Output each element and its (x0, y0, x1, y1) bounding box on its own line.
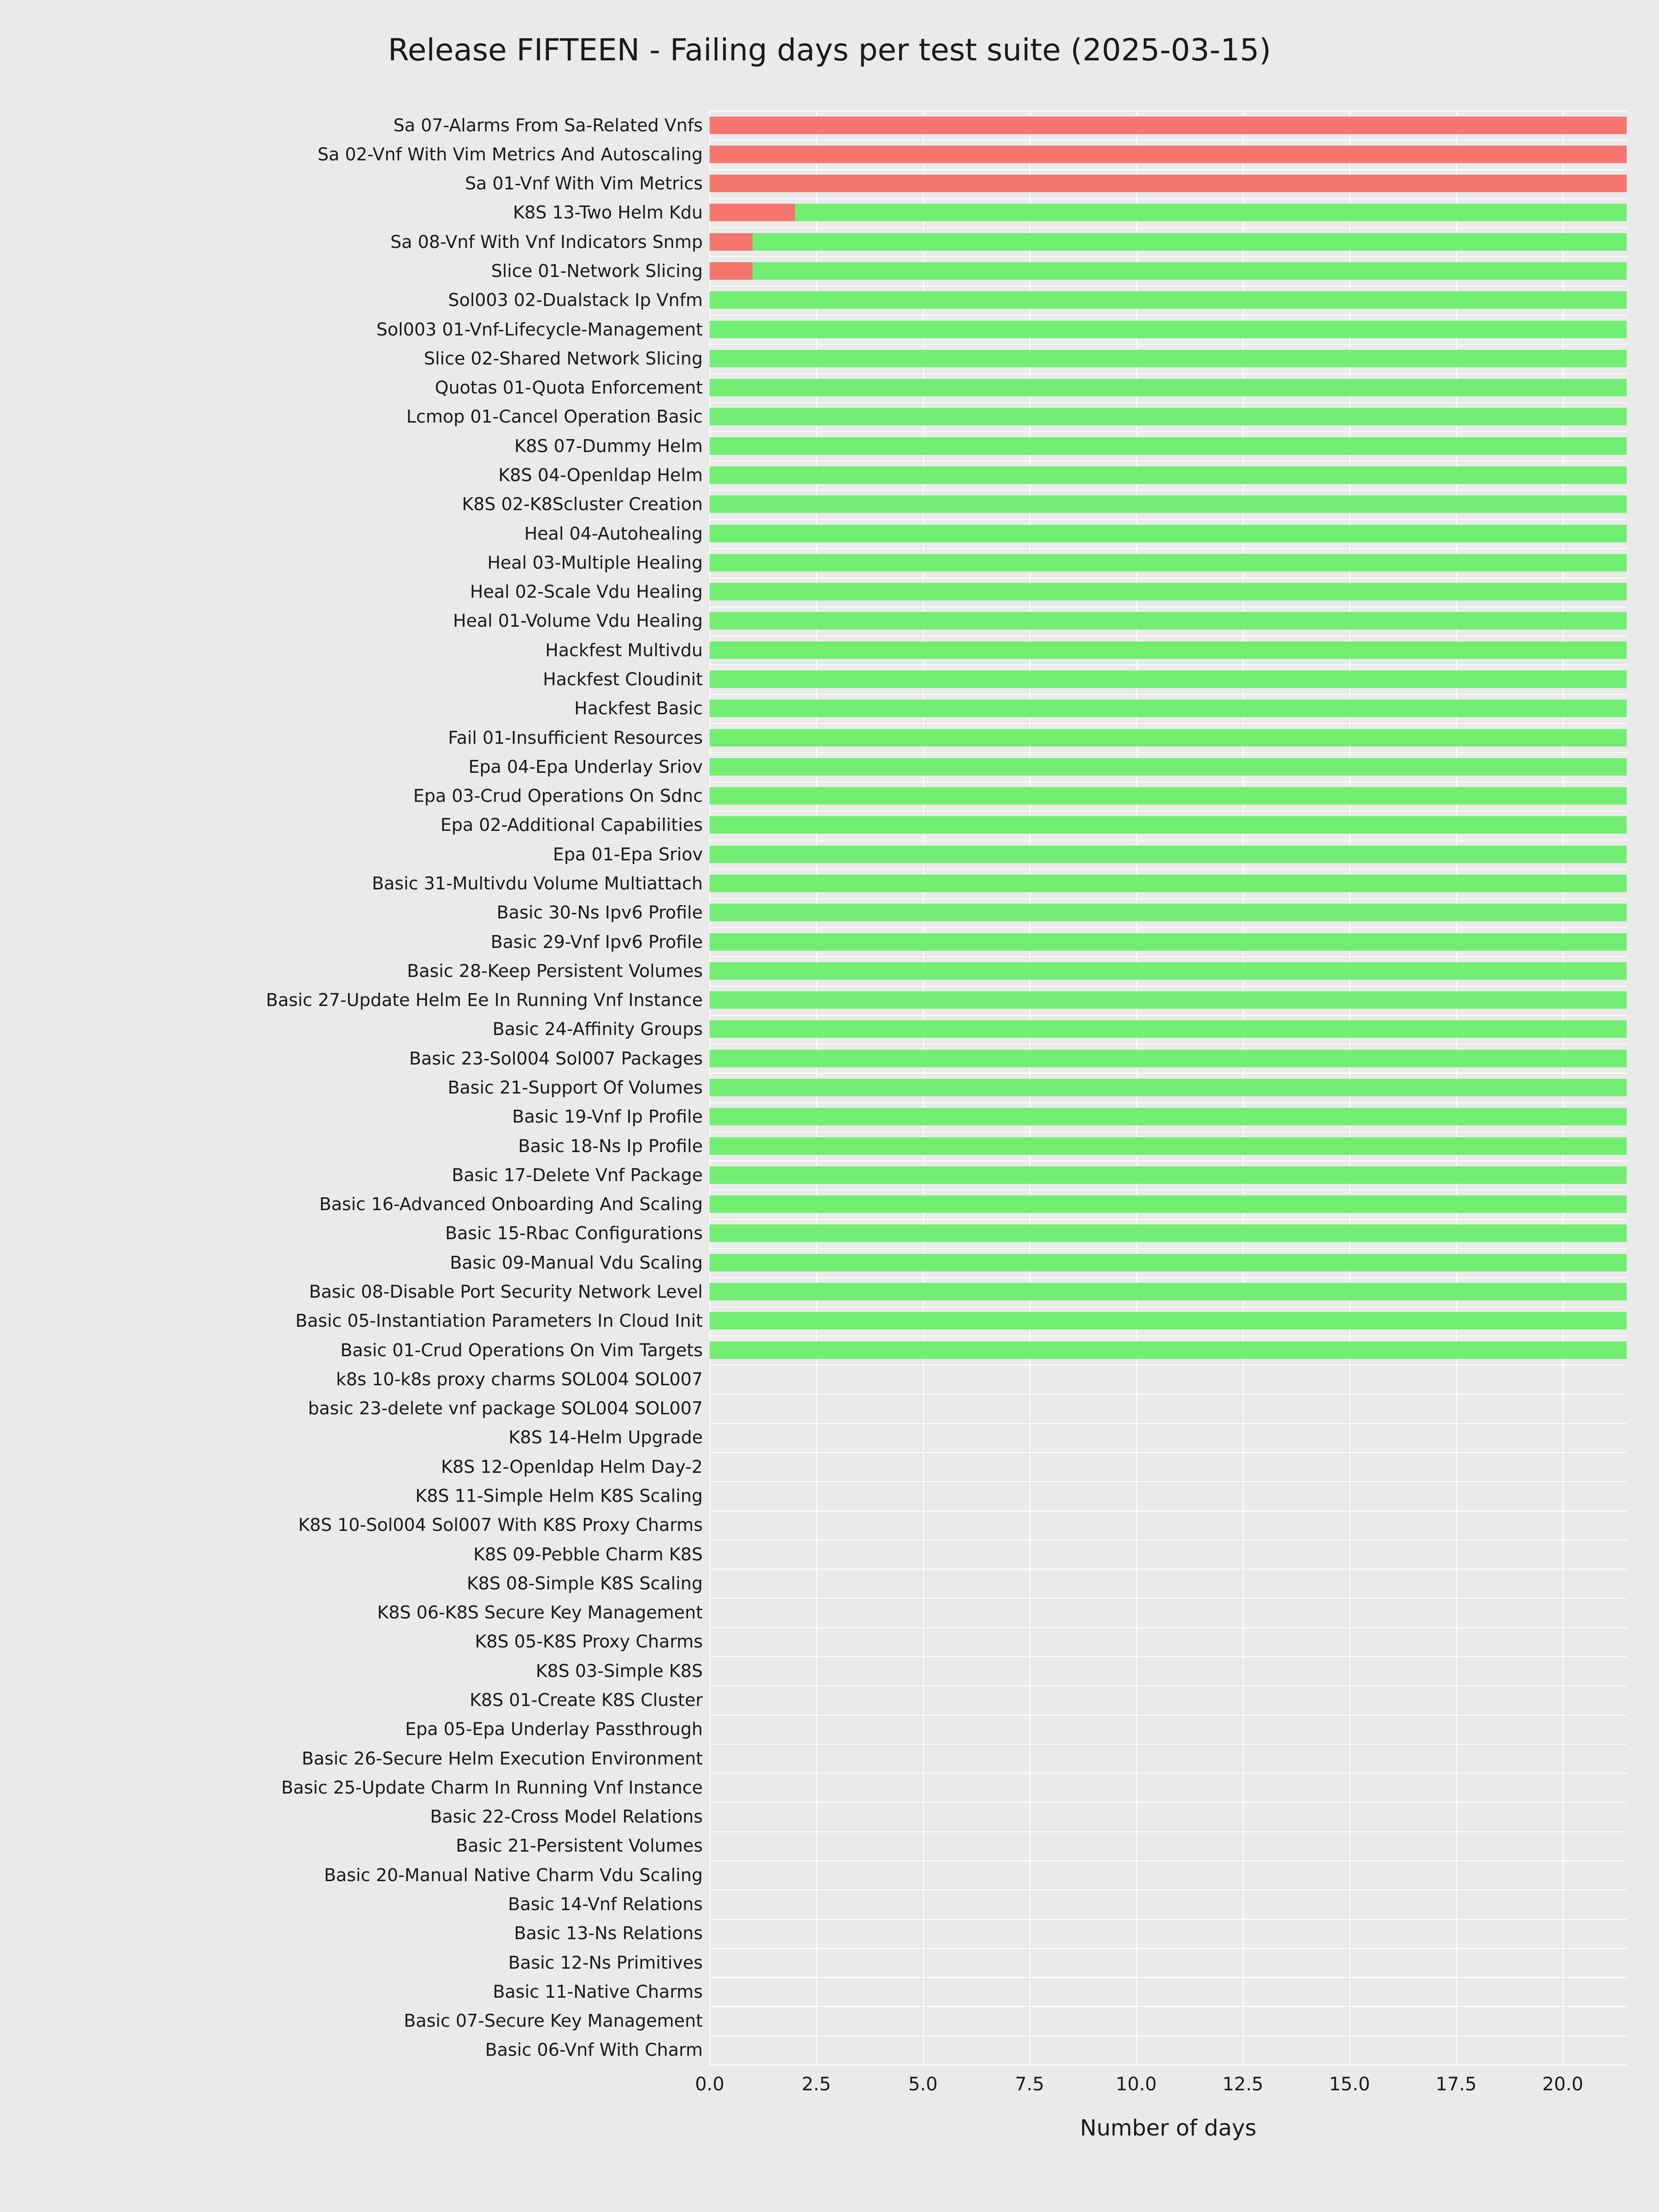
x-axis-tick-label: 15.0 (1329, 2074, 1370, 2095)
bar-fail (710, 262, 753, 280)
bar-pass (710, 525, 1627, 542)
gridline-horizontal (710, 869, 1627, 870)
y-axis-tick-label: K8S 04-Openldap Helm (498, 465, 703, 486)
y-axis-tick-label: Lcmop 01-Cancel Operation Basic (406, 406, 703, 427)
y-axis-tick-label: Basic 26-Secure Helm Execution Environment (301, 1748, 703, 1769)
bar-pass (710, 962, 1627, 980)
gridline-horizontal (710, 1160, 1627, 1161)
x-axis-tick-label: 17.5 (1435, 2074, 1477, 2095)
y-axis-tick-label: Basic 28-Keep Persistent Volumes (407, 960, 703, 981)
gridline-horizontal (710, 1423, 1627, 1424)
gridline-horizontal (710, 169, 1627, 170)
gridline-horizontal (710, 694, 1627, 695)
bar-pass (710, 554, 1627, 571)
bar-pass (710, 204, 1627, 221)
y-axis-tick-label: Basic 21-Persistent Volumes (456, 1835, 703, 1856)
bar-pass (710, 991, 1627, 1009)
gridline-horizontal (710, 752, 1627, 753)
gridline-horizontal (710, 1306, 1627, 1307)
x-axis-tick-label: 2.5 (801, 2074, 831, 2095)
y-axis-tick-label: Hackfest Basic (574, 698, 703, 719)
gridline-horizontal (710, 286, 1627, 287)
bar-pass (710, 729, 1627, 747)
x-axis-tick-label: 20.0 (1542, 2074, 1583, 2095)
bar-pass (710, 933, 1627, 951)
gridline-horizontal (710, 2006, 1627, 2007)
bar-pass (710, 1224, 1627, 1242)
gridline-horizontal (710, 1919, 1627, 1920)
gridline-horizontal (710, 344, 1627, 345)
y-axis-tick-label: Basic 05-Instantiation Parameters In Cloud Init (295, 1311, 703, 1331)
y-axis-tick-label: Basic 29-Vnf Ipv6 Profile (490, 931, 703, 952)
y-axis-tick-label: k8s 10-k8s proxy charms SOL004 SOL007 (336, 1369, 703, 1389)
y-axis-tick-label: Quotas 01-Quota Enforcement (435, 377, 703, 398)
y-axis-tick-label: Basic 14-Vnf Relations (508, 1894, 703, 1914)
gridline-horizontal (710, 1802, 1627, 1803)
y-axis-tick-label: Hackfest Cloudinit (543, 669, 703, 690)
gridline-horizontal (710, 1219, 1627, 1220)
y-axis-tick-label: Basic 18-Ns Ip Profile (518, 1135, 703, 1156)
y-axis-tick-label: K8S 09-Pebble Charm K8S (473, 1544, 703, 1565)
bar-pass (710, 350, 1627, 367)
bar-pass (710, 1079, 1627, 1096)
bar-pass (710, 233, 1627, 251)
y-axis-tick-label: Basic 25-Update Charm In Running Vnf Instance (281, 1777, 703, 1798)
y-axis-tick-label: Basic 16-Advanced Onboarding And Scaling (319, 1194, 703, 1215)
gridline-horizontal (710, 227, 1627, 228)
bar-pass (710, 875, 1627, 892)
y-axis-tick-label: Hackfest Multivdu (545, 640, 703, 660)
y-axis-tick-label: Heal 01-Volume Vdu Healing (453, 611, 703, 631)
y-axis-tick-label: Sa 01-Vnf With Vim Metrics (465, 173, 703, 194)
y-axis-tick-label: Basic 06-Vnf With Charm (485, 2040, 703, 2060)
gridline-horizontal (710, 1131, 1627, 1132)
bar-pass (710, 612, 1627, 629)
gridline-horizontal (710, 1977, 1627, 1978)
gridline-horizontal (710, 1511, 1627, 1512)
bar-pass (710, 1312, 1627, 1330)
bar-pass (710, 1341, 1627, 1359)
x-axis-tick-label: 12.5 (1222, 2074, 1264, 2095)
y-axis-tick-label: K8S 03-Simple K8S (535, 1660, 703, 1681)
gridline-horizontal (710, 140, 1627, 141)
y-axis-tick-label: Fail 01-Insufficient Resources (448, 727, 703, 748)
bar-pass (710, 1166, 1627, 1184)
gridline-horizontal (710, 1773, 1627, 1774)
y-axis-tick-label: Basic 13-Ns Relations (514, 1923, 703, 1944)
x-axis-tick-label: 5.0 (908, 2074, 938, 2095)
bar-pass (710, 583, 1627, 600)
bar-pass (710, 1137, 1627, 1155)
y-axis-tick-label: Heal 02-Scale Vdu Healing (470, 582, 703, 602)
bar-pass (710, 379, 1627, 396)
gridline-horizontal (710, 1248, 1627, 1249)
gridline-horizontal (710, 577, 1627, 578)
bar-pass (710, 1050, 1627, 1067)
y-axis-tick-label: Basic 30-Ns Ipv6 Profile (496, 902, 703, 923)
bar-pass (710, 437, 1627, 455)
gridline-horizontal (710, 431, 1627, 432)
y-axis-tick-label: Basic 11-Native Charms (493, 1981, 703, 2002)
bar-pass (710, 1195, 1627, 1213)
y-axis-tick-label: Sa 08-Vnf With Vnf Indicators Snmp (390, 231, 703, 252)
y-axis-tick-label: Basic 01-Crud Operations On Vim Targets (340, 1340, 703, 1360)
y-axis-tick-label: Slice 01-Network Slicing (491, 261, 703, 282)
y-axis-tick-label: K8S 02-K8Scluster Creation (462, 494, 703, 515)
y-axis-tick-label: K8S 11-Simple Helm K8S Scaling (415, 1485, 703, 1506)
y-axis-tick-label: Basic 22-Cross Model Relations (430, 1806, 703, 1827)
gridline-horizontal (710, 1685, 1627, 1686)
gridline-horizontal (710, 519, 1627, 520)
gridline-horizontal (710, 548, 1627, 549)
gridline-horizontal (710, 460, 1627, 461)
bar-pass (710, 1020, 1627, 1038)
y-axis-tick-label: Epa 03-Crud Operations On Sdnc (413, 786, 703, 806)
plot-area (710, 111, 1627, 2065)
bar-pass (710, 846, 1627, 863)
gridline-horizontal (710, 1102, 1627, 1103)
bar-pass (710, 408, 1627, 425)
gridline-horizontal (710, 373, 1627, 374)
y-axis-tick-label: Epa 05-Epa Underlay Passthrough (405, 1719, 703, 1740)
gridline-horizontal (710, 198, 1627, 199)
gridline-horizontal (710, 986, 1627, 987)
bar-pass (710, 321, 1627, 338)
gridline-horizontal (710, 402, 1627, 403)
gridline-horizontal (710, 1189, 1627, 1190)
y-axis-tick-label: K8S 06-K8S Secure Key Management (377, 1602, 703, 1623)
y-axis-tick-label: Sol003 02-Dualstack Ip Vnfm (448, 290, 703, 311)
y-axis-tick-label: Basic 17-Delete Vnf Package (452, 1165, 703, 1185)
y-axis-tick-label: Sa 07-Alarms From Sa-Related Vnfs (393, 115, 703, 135)
gridline-horizontal (710, 1015, 1627, 1016)
gridline-horizontal (710, 1627, 1627, 1628)
bar-pass (710, 495, 1627, 513)
gridline-horizontal (710, 1481, 1627, 1482)
y-axis-tick-label: Sa 02-Vnf With Vim Metrics And Autoscaling (318, 144, 703, 165)
y-axis-tick-label: Basic 24-Affinity Groups (492, 1019, 703, 1040)
y-axis-tick-label: basic 23-delete vnf package SOL004 SOL007 (308, 1398, 703, 1419)
x-axis-tick-label: 0.0 (695, 2074, 724, 2095)
x-axis-title: Number of days (1080, 2115, 1257, 2141)
y-axis-tick-label: Basic 08-Disable Port Security Network Level (309, 1281, 703, 1302)
bar-fail (710, 146, 1627, 163)
y-axis-tick-label: Heal 03-Multiple Healing (487, 552, 703, 573)
gridline-horizontal (710, 723, 1627, 724)
y-axis-tick-label: K8S 13-Two Helm Kdu (513, 202, 703, 223)
bar-pass (710, 758, 1627, 776)
y-axis-tick-label: Slice 02-Shared Network Slicing (424, 348, 703, 369)
bar-fail (710, 233, 753, 251)
bar-pass (710, 641, 1627, 659)
x-axis-tick-label: 10.0 (1116, 2074, 1157, 2095)
bar-pass (710, 1283, 1627, 1300)
bar-pass (710, 904, 1627, 921)
gridline-horizontal (710, 256, 1627, 257)
y-axis-tick-label: Basic 23-Sol004 Sol007 Packages (409, 1048, 703, 1069)
bar-pass (710, 671, 1627, 688)
bar-fail (710, 117, 1627, 134)
y-axis-tick-label: Basic 12-Ns Primitives (508, 1952, 703, 1973)
gridline-horizontal (710, 635, 1627, 636)
y-axis-tick-label: K8S 08-Simple K8S Scaling (466, 1573, 703, 1594)
y-axis-tick-label: K8S 12-Openldap Helm Day-2 (441, 1456, 703, 1477)
y-axis-tick-label: Sol003 01-Vnf-Lifecycle-Management (376, 319, 703, 340)
gridline-horizontal (710, 606, 1627, 607)
y-axis-tick-label: Basic 19-Vnf Ip Profile (512, 1106, 703, 1127)
gridline-horizontal (710, 898, 1627, 899)
gridline-horizontal (710, 1540, 1627, 1541)
y-axis-tick-label: K8S 01-Create K8S Cluster (470, 1689, 703, 1710)
gridline-horizontal (710, 1598, 1627, 1599)
y-axis-tick-label: Basic 20-Manual Native Charm Vdu Scaling (324, 1865, 703, 1885)
bar-fail (710, 204, 795, 221)
bar-pass (710, 700, 1627, 717)
gridline-horizontal (710, 1744, 1627, 1745)
y-axis-tick-label: K8S 05-K8S Proxy Charms (475, 1631, 703, 1652)
chart-title: Release FIFTEEN - Failing days per test suite (2025-03-15) (388, 32, 1271, 68)
gridline-horizontal (710, 490, 1627, 491)
gridline-horizontal (710, 1889, 1627, 1890)
bar-pass (710, 466, 1627, 484)
gridline-horizontal (710, 1569, 1627, 1570)
gridline-horizontal (710, 1044, 1627, 1045)
gridline-horizontal (710, 111, 1627, 112)
gridline-horizontal (710, 1073, 1627, 1074)
gridline-horizontal (710, 315, 1627, 316)
gridline-horizontal (710, 1831, 1627, 1832)
gridline-horizontal (710, 840, 1627, 841)
y-axis-tick-label: K8S 07-Dummy Helm (514, 435, 703, 456)
bar-pass (710, 816, 1627, 834)
gridline-horizontal (710, 927, 1627, 928)
gridline-horizontal (710, 1656, 1627, 1657)
y-axis-tick-label: Basic 21-Support Of Volumes (447, 1077, 703, 1098)
y-axis-tick-label: Epa 02-Additional Capabilities (440, 815, 703, 835)
bar-pass (710, 787, 1627, 805)
bar-fail (710, 175, 1627, 192)
bar-pass (710, 1108, 1627, 1125)
y-axis-tick-label: Epa 04-Epa Underlay Sriov (468, 756, 703, 777)
y-axis-tick-label: K8S 10-Sol004 Sol007 With K8S Proxy Charms (298, 1515, 703, 1535)
gridline-horizontal (710, 1277, 1627, 1278)
y-axis-tick-label: Basic 15-Rbac Configurations (445, 1223, 703, 1244)
y-axis-tick-label: Basic 09-Manual Vdu Scaling (450, 1252, 703, 1273)
gridline-horizontal (710, 811, 1627, 812)
y-axis-tick-label: Basic 31-Multivdu Volume Multiattach (371, 873, 703, 894)
bar-pass (710, 262, 1627, 280)
gridline-horizontal (710, 1452, 1627, 1453)
y-axis-tick-label: Epa 01-Epa Sriov (553, 844, 703, 865)
y-axis-tick-label: K8S 14-Helm Upgrade (508, 1427, 703, 1448)
bar-pass (710, 291, 1627, 309)
gridline-horizontal (710, 1715, 1627, 1716)
gridline-horizontal (710, 1948, 1627, 1949)
bar-pass (710, 1254, 1627, 1271)
gridline-horizontal (710, 956, 1627, 957)
y-axis-tick-label: Basic 07-Secure Key Management (404, 2011, 703, 2031)
y-axis-tick-label: Basic 27-Update Helm Ee In Running Vnf Instance (266, 990, 703, 1011)
y-axis-tick-label: Heal 04-Autohealing (524, 523, 703, 544)
gridline-horizontal (710, 1860, 1627, 1861)
x-axis-tick-label: 7.5 (1015, 2074, 1044, 2095)
gridline-horizontal (710, 1335, 1627, 1336)
